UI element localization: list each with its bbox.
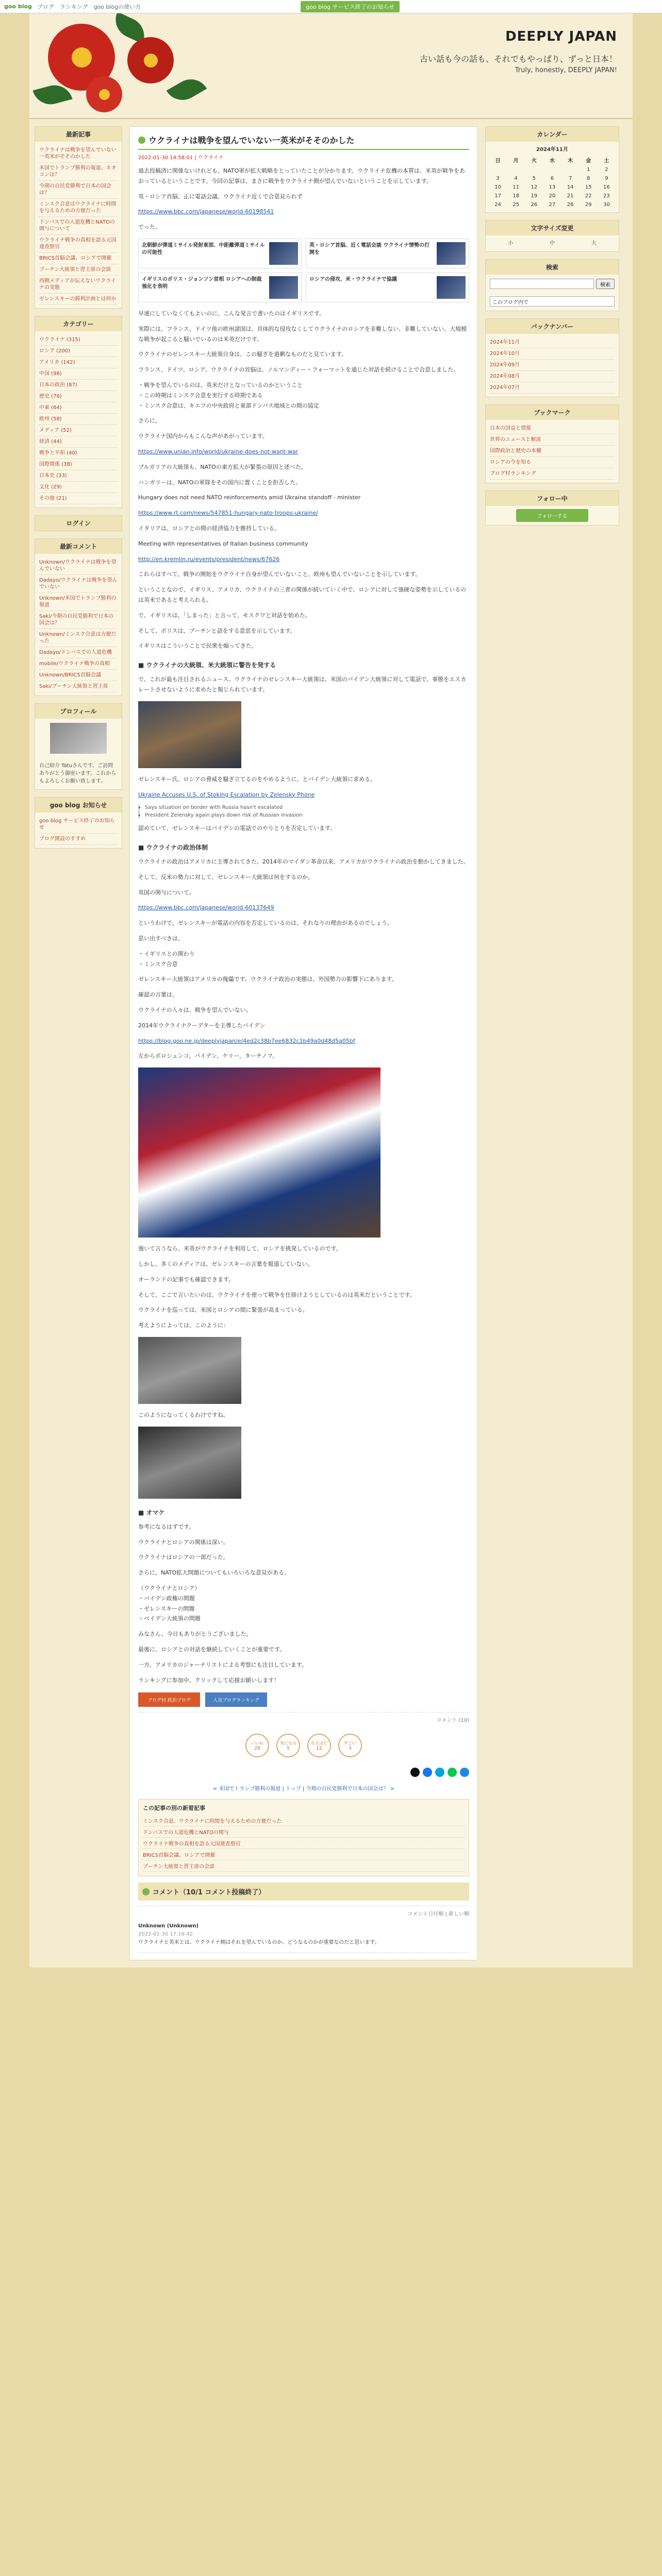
calendar-day: 6 (550, 176, 554, 181)
weekday: 金 (586, 158, 591, 164)
entry-paragraph: 認めていて、ゼレンスキーはバイデンの電話でのやりとりを否定しています。 (138, 825, 336, 832)
font-size-title: 文字サイズ変更 (486, 221, 619, 235)
category-item[interactable]: メディア (52) (39, 425, 118, 436)
calendar-day: 11 (512, 184, 520, 190)
latest-comments-title: 最新コメント (35, 539, 122, 554)
calendar-day: 2 (605, 167, 608, 173)
quote-bullet: • Says situation on border with Russia hasn't escalated (145, 805, 469, 810)
entry-paragraph: 実際には、フランス、ドイツ他の欧州諸国は、具体的な侵攻なくしてウクライナのロシアを非難しない、非難していない。大規模な戦争が起こると騒いでいるのは米英だけです。 (138, 325, 467, 343)
reaction-count: 3 (349, 1745, 352, 1751)
news-card-title[interactable]: イギリスのボリス・ジョンソン首相 ロシアへの制裁強化を表明 (142, 276, 262, 290)
calendar-day (507, 165, 525, 174)
entry-paragraph: 思い出すべきは、 (138, 935, 184, 942)
backnumber-title: バックナンバー (486, 319, 619, 334)
entry-paragraph: ウクライナとロシアの関係は深い。 (138, 1538, 229, 1546)
recent-entry[interactable]: 今期の自民党勝利で日本の国会は？ (39, 181, 118, 199)
site-title[interactable]: DEEPLY JAPAN (505, 29, 617, 44)
entry-paragraph: オーランドの記事でも確認できます。 (138, 1276, 235, 1283)
related-entry[interactable]: ミンスク合意、ウクライナに時間を与えるための方便だった (143, 1815, 465, 1826)
bullet-line: ・バイデン政権の問題 (138, 1595, 195, 1602)
entry-paragraph: 過去投稿済に関係ないけれども、NATO軍が拡大戦略をとっていたことが分かります。ウクライナ危機の本質は、米英が戦争をあおっているということです。今回の記事は、まさに戦争をウクライナ側が望んでいないということを示しています。 (138, 167, 465, 184)
related-entry[interactable]: ウクライナ戦争の真相を語る元国連査察官 (143, 1838, 465, 1849)
entry-paragraph: 考えようによっては、このように： (138, 1322, 229, 1329)
entry-paragraph: 確認の言葉は、 (138, 991, 178, 998)
news-card-thumbnail (437, 242, 466, 265)
comments-title: コメント（10/1 コメント投稿終了） (153, 1889, 266, 1897)
quote-text: Hungary does not need NATO reinforcements amid Ukraine standoff - minister (138, 494, 361, 501)
blogmura-banner[interactable]: ブログ村 政治ブログ (138, 1692, 200, 1707)
comment-icon (142, 1888, 150, 1895)
entry-title-text[interactable]: ウクライナは戦争を望んでいない一英米がそそのかした (148, 135, 355, 145)
bookmark-item[interactable]: 日本の国益と情報 (490, 423, 615, 434)
calendar-day: 5 (532, 176, 536, 181)
comment-text: ウクライナと英米とは、ウクライナ側はそれを望んでいるのか。どうなるのかが重要なのだと思います。 (138, 1940, 380, 1946)
latest-comment[interactable]: Unknown/ウクライナは戦争を望んでいない (39, 557, 118, 575)
recent-entry[interactable]: ミンスク合意はウクライナに時間を与えるための方便だった (39, 199, 118, 217)
category-item[interactable]: 中国 (98) (39, 368, 118, 380)
entry-paragraph: 左からポロシェンコ、バイデン、ケリー、ターチノフ。 (138, 1053, 278, 1060)
camellia-flower (127, 37, 174, 83)
bullet-line: ・戦争を望んでいるのは、英米だけとなっているのかということ (138, 381, 303, 388)
calendar-day: 25 (512, 202, 520, 208)
backnumber-item[interactable]: 2024年09月 (490, 360, 615, 371)
recent-entries-box (35, 126, 122, 309)
entry-paragraph: で、これが最も注目されるニュース。ウクライナのゼレンスキー大統領は、米国のバイデン大統領に対して電話で、事態をエスカレートさせないように求めたと報じられています。 (138, 676, 467, 693)
entry-link[interactable]: https://www.unian.info/world/ukraine-does-not-want-war (138, 448, 299, 455)
recent-entry[interactable]: BRICS首脳会議、ロシアで開催 (39, 253, 118, 264)
bullet-line: ・ゼレンスキーの問題 (138, 1605, 195, 1612)
calendar-day: 4 (514, 176, 518, 181)
news-card[interactable] (138, 239, 302, 268)
backnumber-item[interactable]: 2024年08月 (490, 371, 615, 382)
follow-button[interactable]: フォローする (516, 509, 588, 522)
backnumber-box (485, 318, 619, 397)
recent-entry[interactable]: ウクライナは戦争を望んでいない一英米がそそのかした (39, 145, 118, 163)
calendar-day: 3 (496, 176, 500, 181)
entry-paragraph: ブルガリアの大統領も、NATOの東方拡大が緊張の原因と述べた。 (138, 463, 307, 470)
bullet-line: ・ベイデン大統領の問題 (138, 1615, 201, 1622)
calendar-day: 13 (549, 184, 556, 190)
login-box (35, 515, 122, 531)
category-item[interactable]: 中東 (64) (39, 402, 118, 414)
weekday: 日 (495, 158, 501, 164)
historical-photo-2 (138, 1427, 241, 1499)
related-entries (138, 1799, 469, 1876)
weekday: 木 (568, 158, 573, 164)
recent-entries-title: 最新記事 (35, 127, 122, 142)
camellia-flower (86, 76, 122, 112)
reaction-count: 12 (316, 1745, 322, 1751)
backnumber-item[interactable]: 2024年07月 (490, 382, 615, 394)
calendar-day: 8 (587, 176, 590, 181)
bullet-line: ・この時期はミンスク合意を実行する時期である (138, 392, 263, 399)
goo-logo[interactable]: goo blog (4, 3, 32, 10)
topbar-links[interactable]: ブログ ランキング goo blogの使い方 (37, 3, 141, 10)
calendar-day: 28 (567, 202, 574, 208)
quote-text: Meeting with representatives of Italian business community (138, 540, 308, 547)
font-size-medium-button[interactable]: 中 (549, 241, 555, 246)
entry-paragraph: さらに、NATO拡大問題についてもいろいろな意見がある。 (138, 1569, 290, 1577)
entry-paragraph: 強いて言うなら、米英がウクライナを利用して、ロシアを挑発しているのです。 (138, 1245, 342, 1252)
section-heading: ■ ウクライナの政治体制 (138, 844, 208, 852)
page-wrapper (29, 13, 633, 1968)
category-box (35, 316, 122, 508)
category-item[interactable]: 国際関係 (38) (39, 459, 118, 470)
backnumber-item[interactable]: 2024年11月 (490, 337, 615, 348)
x-share-icon[interactable] (410, 1768, 420, 1777)
latest-comment[interactable]: Unknown/BRICS首脳会議 (39, 670, 118, 681)
font-size-large-button[interactable]: 大 (591, 241, 597, 246)
news-cards (138, 239, 469, 302)
entry-title[interactable] (138, 134, 469, 150)
calendar-day: 12 (531, 184, 538, 190)
entry-paragraph: 早速にしていなくてもよいのに、こんな発言で書いたのはイギリスです。 (138, 310, 325, 317)
calendar-day: 26 (531, 202, 538, 208)
recent-entry[interactable]: 米国でトランプ勝利の報道、ネオコンは？ (39, 163, 118, 181)
profile-title: プロフィール (35, 704, 122, 719)
bullet-line: ・ミンスク合意 (138, 960, 178, 968)
latest-comments-box (35, 538, 122, 696)
bookmark-title: ブックマーク (486, 405, 619, 420)
historical-photo (138, 1337, 241, 1404)
category-item[interactable]: ロシア (200) (39, 346, 118, 357)
profile-avatar (50, 723, 107, 754)
entry-link[interactable]: Ukraine Accuses U.S. of Stoking Escalation by Zelensky Phone (138, 791, 315, 798)
latest-comment[interactable]: Dadayo/ドンバスでの人道危機 (39, 647, 118, 658)
notice-item[interactable]: ブログ開設のすすめ (39, 834, 118, 845)
related-entry[interactable]: BRICS首脳会議、ロシアで開催 (143, 1849, 465, 1860)
entry-main (129, 126, 478, 1960)
copy-link-icon[interactable] (460, 1768, 469, 1777)
category-item[interactable]: その他 (21) (39, 493, 118, 504)
entry-paragraph: でった。 (138, 224, 161, 231)
recent-entry[interactable]: 西側メディアが伝えないウクライナの実態 (39, 276, 118, 294)
search-scope-select[interactable]: このブログ内で (490, 296, 615, 307)
calendar-day: 29 (585, 202, 592, 208)
search-input[interactable] (490, 279, 594, 289)
news-card-title[interactable]: 英・ロシア首脳、近く電話会談 ウクライナ情勢の打開を (309, 242, 430, 256)
photo-caption: 2014年ウクライナクーデターを主導したバイデン (138, 1022, 266, 1029)
reaction-buttons (138, 1734, 469, 1757)
entry-paragraph: みなさん、今日もありがとうございました。 (138, 1631, 252, 1638)
news-card[interactable] (306, 239, 469, 268)
news-card[interactable] (138, 273, 302, 302)
entry-paragraph: 参考になるはずです。 (138, 1523, 195, 1530)
entry-paragraph: 英・ロシア首脳、正に電話会議、ウクライナ近くで合意見られず (138, 193, 303, 200)
follow-box (485, 490, 619, 526)
entry-link[interactable]: https://www.rt.com/news/547851-hungary-nato-troops-ukraine/ (138, 510, 318, 517)
calendar-day (489, 165, 507, 174)
news-card-title[interactable]: 北朝鮮が弾道ミサイル発射東部、中距離弾道ミサイルの可能性 (142, 242, 265, 256)
entry-paragraph: イタリアは、ロシアとの間の経済協力を維持している。 (138, 524, 280, 532)
category-item[interactable]: 文化 (29) (39, 482, 118, 493)
news-card-thumbnail (269, 242, 298, 265)
news-card-title[interactable]: ロシアの侵攻、米・ウクライナで協議 (309, 276, 397, 282)
entry-paragraph: そして、ここで言いたいのは、ウクライナを使って戦争を仕掛けようとしているのは英米だということです。 (138, 1291, 416, 1298)
calendar-day (525, 165, 543, 174)
entry-paragraph: ウクライナを巡っては、米国とロシアの間に緊張が高まっている。 (138, 1307, 308, 1314)
category-item[interactable]: 欧州 (58) (39, 414, 118, 425)
entry-paragraph: フランス、ドイツ、ロシア、ウクライナの首脳は、ノルマンディー・フォーマットを通じた対話を続けることで合意しました。 (138, 366, 459, 374)
calendar-day: 24 (494, 202, 501, 208)
related-entry[interactable]: プーチン大統領と習主席の会談 (143, 1860, 465, 1872)
font-size-small-button[interactable]: 小 (508, 241, 514, 246)
search-box (485, 259, 619, 311)
comment-sort-link[interactable]: コメント日付順 | 新しい順 (138, 1906, 469, 1917)
weekday: 火 (531, 158, 537, 164)
entry-link[interactable]: https://www.bbc.com/japanese/world-60198541 (138, 208, 274, 215)
goo-topbar (0, 0, 662, 13)
line-share-icon[interactable] (448, 1768, 457, 1777)
latest-comment[interactable]: Dadayo/ウクライナは戦争を望んでいない (39, 575, 118, 593)
entry-paragraph: ウクライナのゼレンスキー大統領自身は、この騒ぎを過剰なものだと見ています。 (138, 351, 347, 358)
bookmark-item[interactable]: 世界のニュースと解説 (490, 434, 615, 446)
entry-paragraph: ウクライナ国内からもこんな声があがっています。 (138, 433, 268, 440)
calendar-day: 15 (585, 184, 592, 190)
calendar-day (561, 165, 580, 174)
share-icons (138, 1768, 469, 1777)
category-item[interactable]: 戦争と平和 (40) (39, 448, 118, 459)
notice-box (35, 797, 122, 849)
recent-entry[interactable]: プーチン大統領と習主席の会談 (39, 264, 118, 276)
calendar-day: 1 (587, 167, 590, 173)
category-item[interactable]: 日本史 (33) (39, 470, 118, 482)
entry-link[interactable]: https://blog.goo.ne.jp/deeplyjapan/e/4ed2c38b7ee6832c1b49a0d48d5a05bf (138, 1037, 355, 1044)
calendar-day: 21 (567, 193, 574, 199)
recent-entry[interactable]: ウクライナ戦争の真相を語る元国連査察官 (39, 235, 118, 253)
bookmark-item[interactable]: ブログ村ランキング (490, 468, 615, 480)
entry-paragraph: そして、ボリスは、プーチンと話をする意思を示しています。 (138, 627, 296, 634)
section-heading: ■ ウクライナの大統領、米大統領に警告を発する (138, 662, 276, 669)
follow-title: フォロー中 (486, 491, 619, 506)
recent-entry[interactable]: ゼレンスキーの勝利計画とは何か (39, 294, 118, 305)
category-item[interactable]: 歴史 (76) (39, 391, 118, 402)
comment-author: Unknown (Unknown) (138, 1923, 199, 1929)
right-sidebar (485, 126, 619, 1960)
latest-comment[interactable]: Saki/プーチン大統領と習主席 (39, 681, 118, 692)
entry-paragraph: で、イギリスは、「しまった」と言って、モスクワと対話を始めた。 (138, 612, 311, 619)
bookmark-item[interactable]: 国際政治と歴史の本棚 (490, 446, 615, 457)
calendar-day: 14 (567, 184, 574, 190)
calendar-table (489, 155, 616, 209)
bullet-line: ・ミンスク合意は、キエフの中央政府と東部ドンバス地域との間の協定 (138, 402, 319, 409)
search-title: 検索 (486, 260, 619, 275)
calendar-day: 18 (512, 193, 520, 199)
category-item[interactable]: 日本の政治 (87) (39, 380, 118, 391)
zelensky-photo (138, 701, 241, 768)
entry-paragraph: というわけで、ゼレンスキーが電話の内容を否定しているのは、それなりの理由があるのでしょう。 (138, 920, 393, 927)
entry-paragraph: ゼレンスキー氏、ロシアの脅威を騒ぎ立てるのをやめるように、とバイデン大統領に求める。 (138, 775, 376, 783)
calendar-day: 19 (531, 193, 538, 199)
blog-header (29, 13, 633, 119)
backnumber-item[interactable]: 2024年10月 (490, 348, 615, 360)
reaction-label: すごい (344, 1740, 356, 1745)
section-heading: ■ オマケ (138, 1509, 165, 1516)
entry-bullet-icon (138, 137, 145, 144)
calendar-month: 2024年11月 (536, 147, 568, 152)
entry-paragraph: イギリスはこういうことで民衆を煽ってきた。 (138, 642, 257, 650)
facebook-share-icon[interactable] (423, 1768, 432, 1777)
reaction-button[interactable] (338, 1734, 362, 1757)
entry-paragraph: ハンガリーは、NATOの軍隊をその国内に置くことを拒否した。 (138, 479, 302, 486)
calendar-day: 10 (494, 184, 501, 190)
ranking-label: ランキングに参加中。クリックして応援お願いします！ (138, 1676, 280, 1684)
calendar-title: カレンダー (486, 127, 619, 142)
font-size-box (485, 220, 619, 252)
reaction-count: 5 (287, 1745, 290, 1751)
weekday: 水 (549, 158, 555, 164)
calendar-day: 17 (494, 193, 501, 199)
bullet-line: （ウクライナとロシア） (138, 1585, 201, 1592)
entry-paragraph: 最後に、ロシアとの対話を継続していくことが重要です。 (138, 1646, 286, 1653)
entry-paragraph: ウクライナはロシアの一部だった。 (138, 1554, 229, 1561)
entry-link[interactable]: https://www.bbc.com/japanese/world-60137649 (138, 904, 274, 911)
reaction-count: 28 (254, 1745, 260, 1751)
entry-paragraph: これらはすべて、戦争の開始をウクライナ自身が望んでいないこと、欧州も望んでいないことを示しています。 (138, 571, 421, 578)
leaf-decoration (167, 73, 207, 107)
entry-paragraph: 一方、アメリカのジャーナリストによる考察にも注目しています。 (138, 1661, 307, 1668)
reaction-label: いいね (251, 1740, 263, 1745)
site-subtitle-en: Truly, honestly, DEEPLY JAPAN! (515, 66, 617, 74)
entry-paragraph: しかし、多くのメディアは、ゼレンスキーの言葉を報道していない。 (138, 1261, 313, 1268)
quote-bullet: • President Zelensky again plays down risk of Russian invasion (145, 812, 469, 818)
news-card-thumbnail (437, 276, 466, 299)
calendar-day: 7 (568, 176, 572, 181)
latest-comment[interactable]: mobile/ウクライナ戦争の真相 (39, 658, 118, 670)
reaction-label: なるほど (311, 1740, 327, 1745)
entry-paragraph: このようになってくるわけですね。 (138, 1412, 229, 1419)
calendar-day (543, 165, 561, 174)
profile-box (35, 703, 122, 790)
news-card-thumbnail (269, 276, 298, 299)
comment-date: 2022-01-30 17:16:42 (138, 1931, 193, 1938)
calendar-box (485, 126, 619, 213)
latest-comment[interactable]: Saki/今期の自民党勝利で日本の国会は？ (39, 611, 118, 629)
calendar-day: 16 (603, 184, 610, 190)
calendar-day: 30 (603, 202, 610, 208)
related-entry[interactable]: ドンバスでの人道危機とNATOの関与 (143, 1826, 465, 1838)
category-title: カテゴリー (35, 316, 122, 331)
calendar-day: 20 (549, 193, 556, 199)
entry-paragraph: ウクライナの人々は、戦争を望んでいない。 (138, 1007, 252, 1014)
entry-pager[interactable]: < 米国でトランプ勝利の報道 | トップ | 今期の自民党勝利で日本の国会は？ > (212, 1786, 395, 1792)
reaction-button[interactable] (245, 1734, 269, 1757)
entry-paragraph: 英国の関与について。 (138, 889, 195, 896)
blog-ranking-banner[interactable]: 人気ブログランキング (205, 1692, 267, 1707)
notice-title: goo blog お知らせ (35, 798, 122, 812)
hatena-share-icon[interactable] (435, 1768, 444, 1777)
comment-item (138, 1917, 469, 1953)
calendar-day: 9 (605, 176, 608, 181)
entry-link[interactable]: http://en.kremlin.ru/events/president/news/67626 (138, 555, 280, 563)
category-item[interactable]: アメリカ (142) (39, 357, 118, 368)
service-end-notice[interactable]: goo blog サービス終了のお知らせ (301, 1, 400, 12)
entry-paragraph: そして、反米の勢力に対して、ゼレンスキー大統領は何をするのか。 (138, 873, 313, 880)
news-card[interactable] (306, 273, 469, 302)
login-title[interactable]: ログイン (35, 516, 122, 531)
calendar-day: 22 (585, 193, 592, 199)
bookmark-item[interactable]: ロシアの今を知る (490, 457, 615, 468)
reaction-label: 気になる (280, 1740, 296, 1745)
comments-header (138, 1883, 469, 1901)
entry-date: 2022-01-30 14:58:01 | ウクライナ (138, 155, 224, 161)
weekday: 月 (513, 158, 519, 164)
left-sidebar (35, 126, 122, 1960)
handshake-photo (138, 1067, 380, 1238)
recent-entry[interactable]: ドンバスでの人道危機とNATOの関与について (39, 217, 118, 235)
site-subtitle: 古い話も今の話も、それでもやっぱり、ずっと日本！ (419, 54, 617, 64)
latest-comment[interactable]: Unknown/ミンスク合意は方便だった (39, 629, 118, 647)
quote-block (138, 805, 469, 818)
bookmark-box (485, 404, 619, 483)
weekday: 土 (604, 158, 609, 164)
reaction-button[interactable] (276, 1734, 300, 1757)
bullet-line: ・イギリスとの関わり (138, 950, 195, 957)
category-item[interactable]: ウクライナ (315) (39, 334, 118, 346)
entry-paragraph: ということなので、イギリス、アメリカ、ウクライナの三者の関係が続いていく中で、ロシアに対して強硬な姿勢を示しているのは英米であると考えられる。 (138, 586, 467, 603)
notice-item[interactable]: goo blog サービス終了のお知らせ (39, 816, 118, 834)
calendar-day: 27 (549, 202, 556, 208)
latest-comment[interactable]: Unknown/米国でトランプ勝利の報道 (39, 593, 118, 611)
entry-paragraph: ゼレンスキー大統領はアメリカの傀儡です。ウクライナ政治の実態は、外国勢力の影響下にあります。 (138, 976, 398, 983)
related-title: この記事の別の新着記事 (143, 1805, 205, 1812)
entry-paragraph: ウクライナの政治はアメリカに主導されてきた。2014年のマイダン革命以来、アメリカがウクライナの政治を動かしてきました。 (138, 858, 469, 866)
profile-text: 自己紹介 Tatuさんです。ご訪問ありがとう御座います。これからもよろしくお願い致します。 (39, 763, 117, 784)
entry-paragraph: さらに、 (138, 417, 161, 425)
category-item[interactable]: 経済 (44) (39, 436, 118, 448)
entry-comment-link[interactable]: コメント (10) (138, 1712, 469, 1723)
search-button[interactable]: 検索 (596, 279, 615, 289)
calendar-day: 23 (603, 193, 610, 199)
reaction-button[interactable] (307, 1734, 331, 1757)
